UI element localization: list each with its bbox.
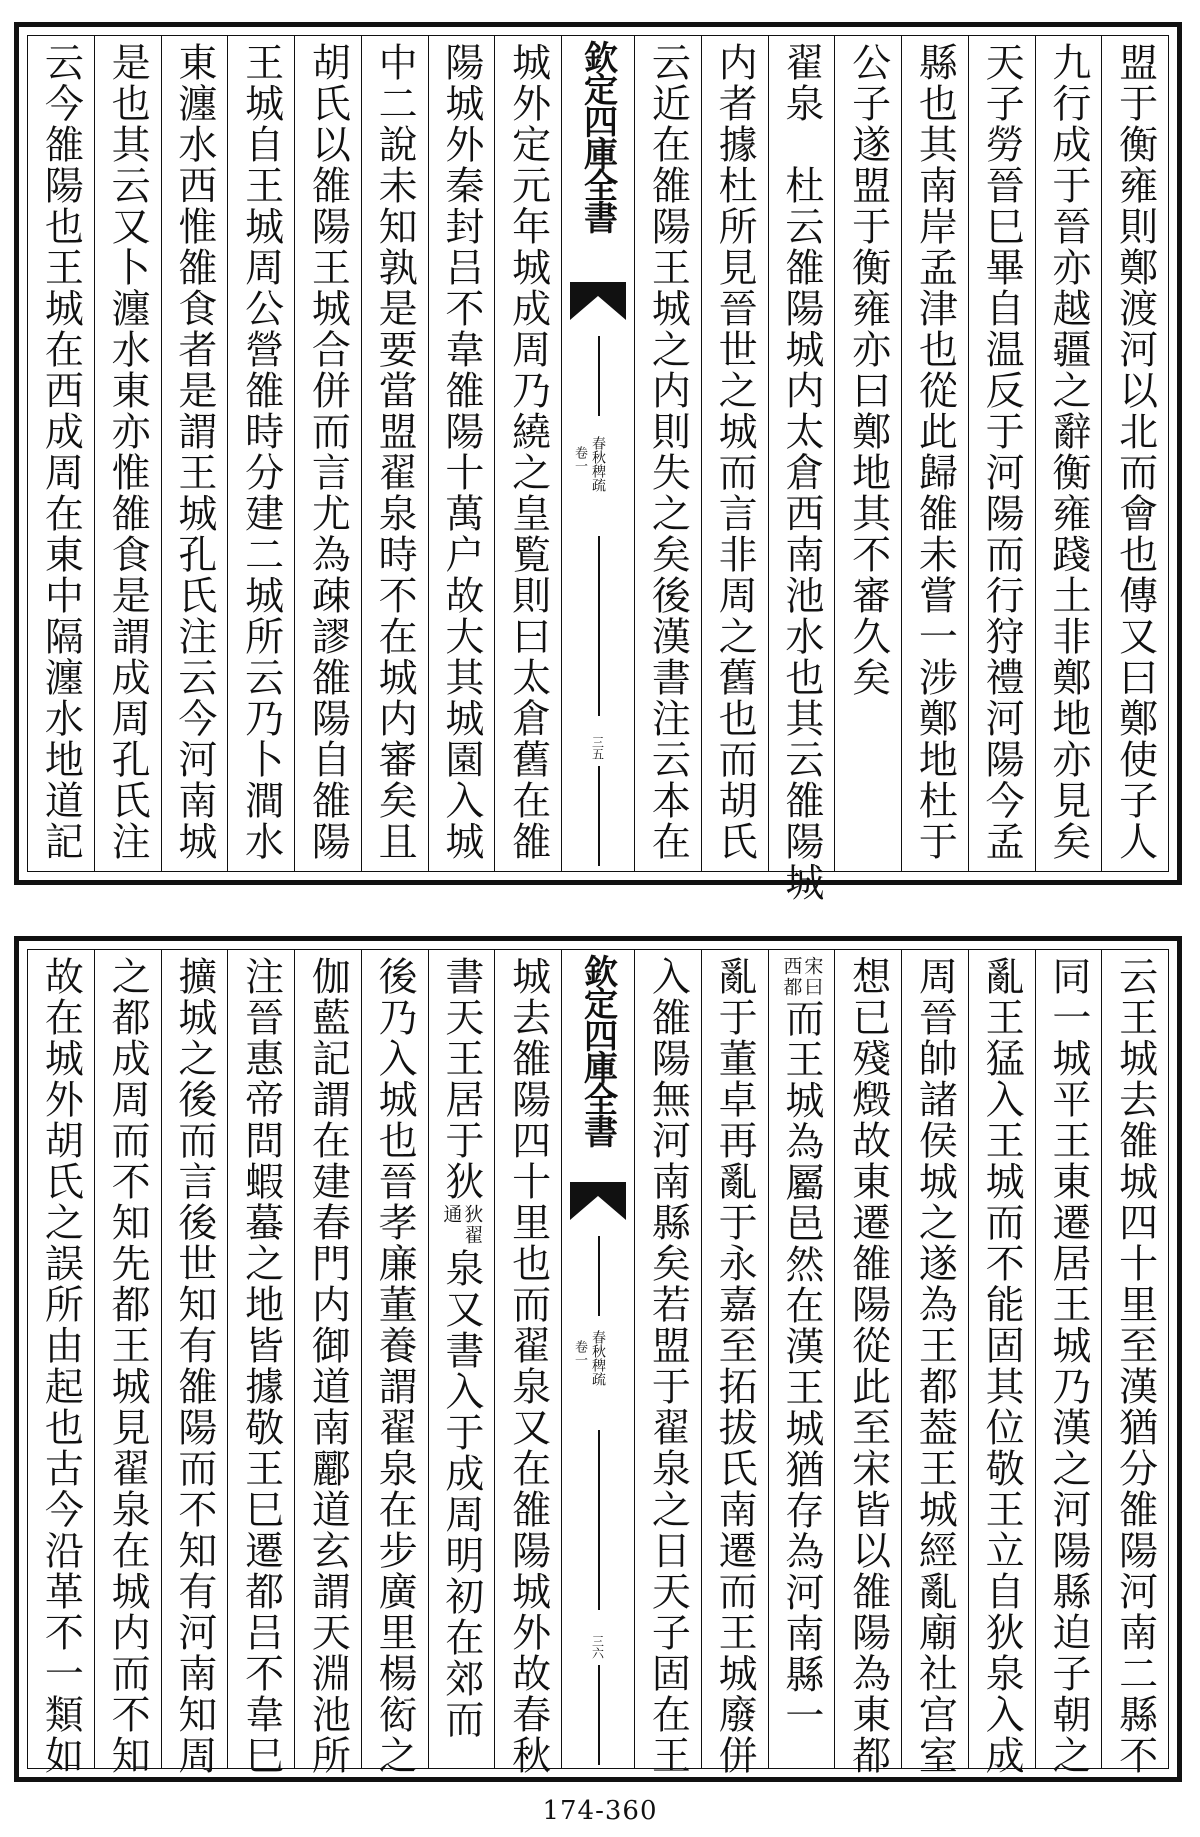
fish-tail-icon	[570, 282, 626, 320]
column-text: 後乃入城也晉孝廉董養謂翟泉在步廣里楊衒之	[372, 956, 418, 1776]
column-text	[778, 956, 824, 1736]
bottom-page	[14, 936, 1182, 1782]
note-left: 西都	[780, 956, 803, 998]
column-text: 城去雒陽四十里也而翟泉又在雒陽城外故春秋	[505, 956, 551, 1776]
text-column	[227, 36, 294, 871]
fold-rule	[598, 766, 600, 866]
column-text: 中二說未知孰是要當盟翟泉時不在城内審矣且	[372, 42, 418, 862]
top-page-frame	[27, 35, 1169, 903]
column-text: 城外定元年城成周乃繞之皇覧則曰太倉舊在雒	[505, 42, 551, 862]
column-text: 亂于董卓再亂于永嘉至拓拔氏南遷而王城廢併	[712, 956, 758, 1776]
text-column	[161, 950, 228, 1776]
fold-juan: 卷一	[572, 446, 587, 472]
fold-subtitle: 春秋稗疏	[590, 1330, 606, 1386]
note-right: 宋曰	[801, 956, 824, 998]
text-column	[901, 950, 968, 1776]
center-fold	[561, 950, 634, 1768]
fold-page-number: 三六	[590, 1635, 605, 1659]
column-text: 之都成周而不知先都王城見翟泉在城内而不知	[105, 956, 151, 1776]
fold-juan: 卷一	[572, 1340, 587, 1366]
text-column	[701, 950, 768, 1776]
text-column	[1101, 950, 1168, 1776]
column-text: 是也其云又卜瀍水東亦惟雒食是謂成周孔氏注	[105, 42, 151, 862]
text-column	[1035, 950, 1102, 1776]
text-column	[227, 950, 294, 1776]
text-column	[834, 950, 901, 1776]
column-text: 同一城平王東遷居王城乃漢之河陽縣迫子朝之	[1045, 956, 1091, 1776]
column-main-text: 而王城為屬邑然在漢王城猶存為河南縣一	[778, 998, 824, 1736]
page-footer-number: 174-360	[542, 1796, 658, 1826]
column-text: 云近在雒陽王城之内則失之矣後漢書注云本在	[645, 42, 691, 862]
column-text: 擴城之後而言後世知有雒陽而不知有河南知周	[171, 956, 217, 1776]
column-text: 盟于衡雍則鄭渡河以北而會也傳又曰鄭使子人	[1112, 42, 1158, 862]
text-column	[768, 36, 835, 903]
column-text: 入雒陽無河南縣矣若盟于翟泉之日天子固在王	[645, 956, 691, 1776]
column-text: 故在城外胡氏之誤所由起也古今沿革不一類如	[38, 956, 84, 1776]
text-column	[1035, 36, 1102, 871]
book-title: 欽定四庫全書	[577, 40, 618, 232]
top-page	[14, 22, 1182, 903]
text-column	[161, 36, 228, 871]
column-text: 東瀍水西惟雒食者是謂王城孔氏注云今河南城	[171, 42, 217, 862]
text-column	[901, 36, 968, 871]
text-column	[968, 36, 1035, 871]
column-text-pre: 書天王居于狄	[438, 956, 484, 1202]
text-column-with-note	[428, 950, 495, 1768]
text-column	[428, 36, 495, 871]
text-column	[634, 950, 701, 1776]
column-text: 胡氏以雒陽王城合併而言尤為疎謬雒陽自雒陽	[305, 42, 351, 862]
book-title: 欽定四庫全書	[577, 954, 618, 1146]
text-column-with-note	[768, 950, 835, 1768]
column-text	[438, 956, 484, 1740]
text-column	[634, 36, 701, 871]
fold-page-number: 三五	[590, 736, 605, 760]
text-column	[94, 950, 161, 1776]
text-column	[294, 950, 361, 1776]
column-text: 注晉惠帝問蝦蟇之地皆據敬王巳遷都吕不韋巳	[238, 956, 284, 1776]
column-text: 九行成于晉亦越疆之辭衡雍踐土非鄭地亦見矣	[1045, 42, 1091, 862]
column-text: 縣也其南岸孟津也從此歸雒未嘗一涉鄭地杜于	[912, 42, 958, 862]
column-text: 陽城外秦封吕不韋雒陽十萬户故大其城園入城	[438, 42, 484, 862]
text-column	[494, 36, 561, 871]
column-text: 云今雒陽也王城在西成周在東中隔瀍水地道記	[38, 42, 84, 862]
center-fold	[561, 36, 634, 871]
fold-subtitle: 春秋稗疏	[590, 436, 606, 492]
text-column	[834, 36, 901, 871]
column-text: 王城自王城周公營雒時分建二城所云乃卜澗水	[238, 42, 284, 862]
column-text: 内者據杜所見晉世之城而言非周之舊也而胡氏	[712, 42, 758, 862]
column-text: 周晉帥諸侯城之遂為王都葢王城經亂廟社宫室	[912, 956, 958, 1776]
column-text: 翟泉 杜云雒陽城内太倉西南池水也其云雒陽城	[778, 42, 824, 903]
text-column	[28, 36, 94, 871]
text-column	[294, 36, 361, 871]
note-left: 通	[440, 1204, 463, 1225]
fold-rule	[598, 1236, 600, 1316]
interlinear-note	[440, 1204, 484, 1246]
text-column	[494, 950, 561, 1776]
text-column	[968, 950, 1035, 1776]
interlinear-note	[780, 956, 824, 998]
column-text-post: 泉又書入于成周明初在郊而	[438, 1248, 484, 1740]
note-right: 狄翟	[461, 1204, 484, 1246]
text-column	[1101, 36, 1168, 871]
column-text: 伽藍記謂在建春門内御道南酈道玄謂天淵池所	[305, 956, 351, 1776]
text-column	[701, 36, 768, 871]
column-text: 公子遂盟于衡雍亦曰鄭地其不審久矣	[845, 42, 891, 698]
fish-tail-icon	[570, 1182, 626, 1220]
column-text: 想已殘燬故東遷雒陽從此至宋皆以雒陽為東都	[845, 956, 891, 1776]
fold-rule	[598, 336, 600, 416]
text-column	[361, 950, 428, 1776]
fold-rule	[598, 1430, 600, 1610]
column-text: 云王城去雒城四十里至漢猶分雒陽河南二縣不	[1112, 956, 1158, 1776]
fold-rule	[598, 1665, 600, 1765]
text-column	[94, 36, 161, 871]
bottom-page-frame	[27, 949, 1169, 1776]
text-column	[28, 950, 94, 1776]
column-text: 亂王猛入王城而不能固其位敬王立自狄泉入成	[979, 956, 1025, 1776]
column-text: 天子勞晉巳畢自温反于河陽而行狩禮河陽今孟	[979, 42, 1025, 862]
text-column	[361, 36, 428, 871]
fold-rule	[598, 536, 600, 716]
